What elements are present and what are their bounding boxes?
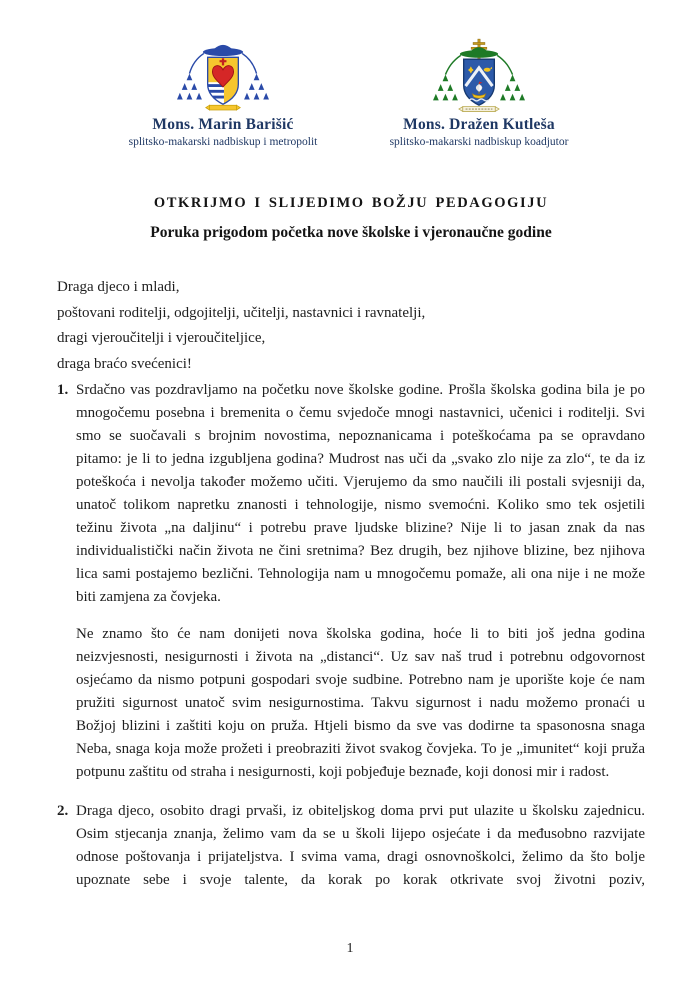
page-footer [0,939,700,957]
section-2 [57,800,645,892]
bishop-right-role: splitsko-makarski nadbiskup koadjutor [389,136,569,148]
bishop-right-name: Mons. Dražen Kutleša [403,116,555,133]
bishop-left-name: Mons. Marin Barišić [152,116,294,133]
paragraph: Srdačno vas pozdravljamo na početku nove školske godine. Prošla školska godina bila je po mnogočemu posebna i bremenita o čemu svjedoče mnogi nastavnici, učenici i roditelji. Svi smo se suočavali s brojnim novostima, nepoznanicama i poteškoćama pa se opravdano pitamo: je li to jedna izgubljena godina? Mudrost nas uči da „svako zlo nije za zlo“, te da iz poteškoća i nevolja također možemo učiti. Vjerujemo da smo naučili ili postali svjesniji da, unatoč tolikom napretku znanosti i tehnologije, nismo svemoćni. Koliko smo tek osjetili težinu života „na daljinu“ i potrebu prave ljudske blizine? Nije li to jasan znak da nas individualistički način života ne čini sretnima? Bez drugih, bez njihove blizine, bez njihova lica sami postajemo bezlični. Tehnologija nam u mnogočemu pomaže, ali ona nije i ne može biti zamjena za čovjeka. [76,382,645,605]
bishop-left-role: splitsko-makarski nadbiskup i metropolit [128,136,318,148]
bishop-right-block [351,38,607,148]
paragraph: Ne znamo što će nam donijeti nova školska godina, hoće li to biti još jedna godina neizvjesnosti, nesigurnosti i života na „distanci“. Uz sav naš trud i potrebnu odgovornost osjećamo da nismo potpuni gospodari svoje sudbine. Potrebno nam je uporište koje će nam pružiti sigurnost unatoč svim nesigurnostima. Takvu sigurnost i nadu možemo pronaći u Božjoj blizini i zaštiti koju on pruža. Htjeli bismo da sve vas dodirne ta spasonosna snaga Neba, snaga koja može prožeti i preobraziti život svakog čovjeka. To je „imunitet“ koji pruža potpunu zaštitu od straha i nesigurnosti, koji pobjeđuje beznađe, koji donosi mir i radost. [76,626,645,780]
document-subtitle: Poruka prigodom početka nove školske i vjeronaučne godine [150,224,552,241]
section-1-number: 1. [57,382,69,398]
section-2-body [76,800,645,892]
salutation-line: draga braćo svećenici! [57,355,192,372]
salutation-line: dragi vjeroučitelji i vjeroučiteljice, [57,330,266,346]
section-1-body [76,379,645,784]
document-title: OTKRIJMO I SLIJEDIMO BOŽJU PEDAGOGIJU [153,195,549,211]
section-1 [57,379,645,784]
page-number: 1 [346,941,354,956]
salutation-line: poštovani roditelji, odgojitelji, učitelji, nastavnici i ravnatelji, [57,304,426,321]
letterhead [57,38,645,148]
bishop-left-block [95,38,351,148]
salutation-block [57,275,645,377]
salutation-line: Draga djeco i mladi, [57,279,180,295]
coat-of-arms-barisic-icon [95,38,351,113]
paragraph: Draga djeco, osobito dragi prvaši, iz obiteljskog doma prvi put ulazite u školsku zajednicu. Osim stjecanja znanja, želimo vam da se u školi lijepo osjećate i da međusobno razvijate odnose poštovanja i prijateljstva. I svima vama, dragi osnovnoškolci, želimo da što bolje upoznate sebe i svoje talente, da korak po korak otkrivate svoj životni poziv, [76,803,645,888]
section-2-number: 2. [57,803,69,819]
coat-of-arms-kutlesa-icon [351,38,607,113]
